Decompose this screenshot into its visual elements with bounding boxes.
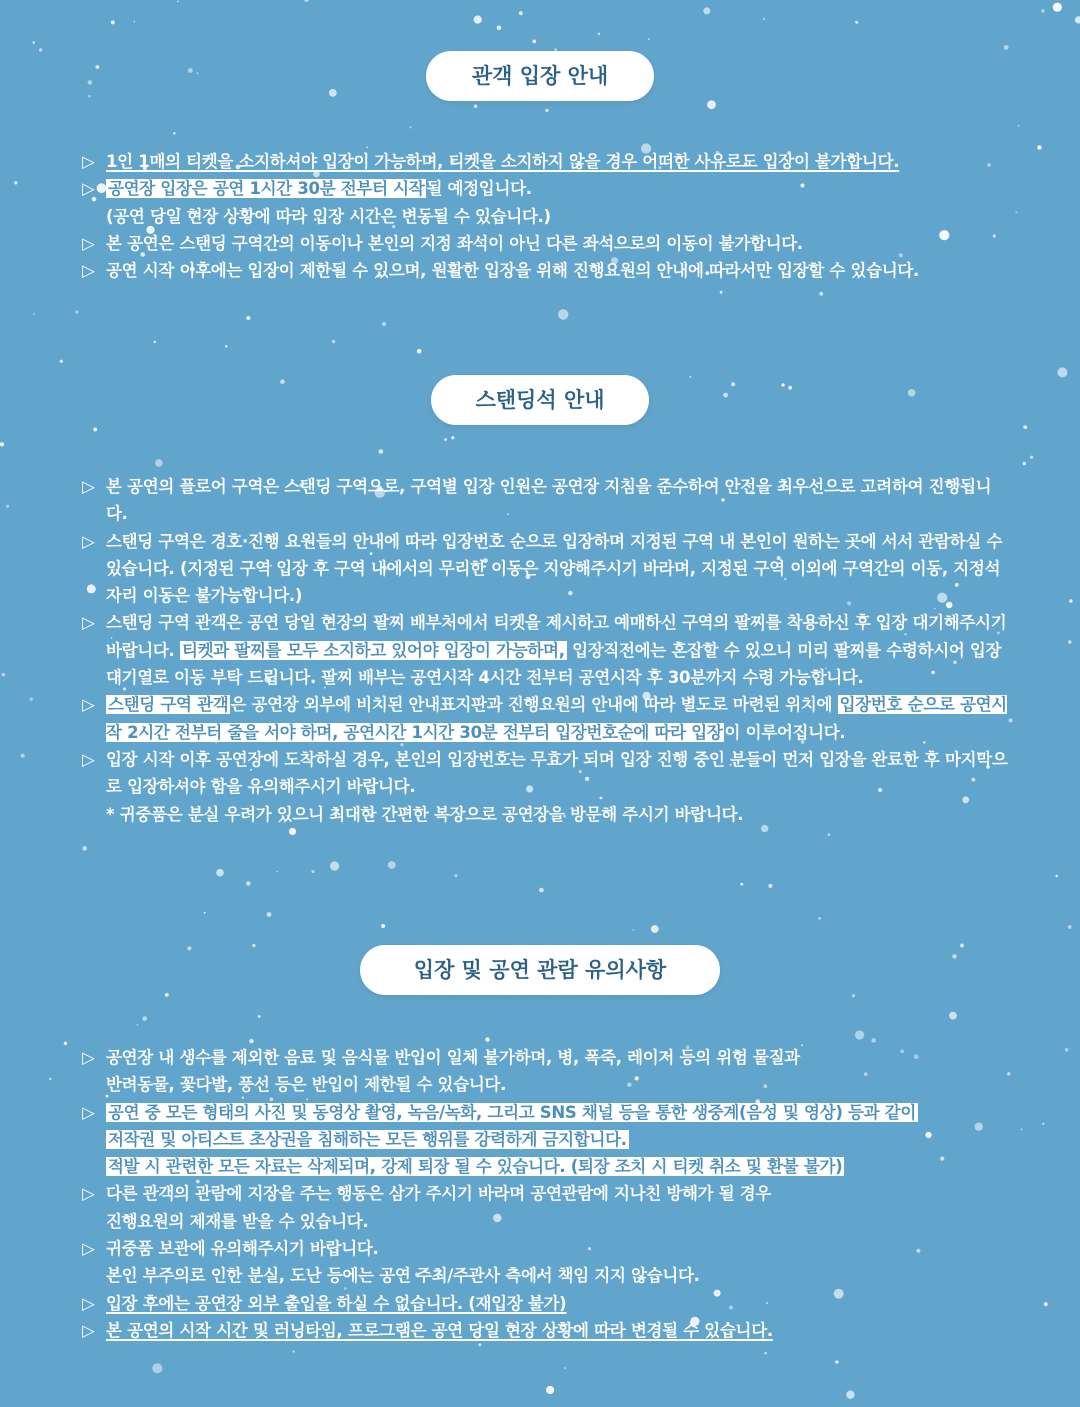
triangle-bullet-icon: ▷ <box>82 1239 95 1259</box>
snowflake <box>64 1042 67 1045</box>
snowflake <box>949 1012 957 1020</box>
snowflake <box>539 888 544 893</box>
snowflake <box>768 884 772 888</box>
snowflake <box>267 912 272 917</box>
snowflake <box>82 846 87 851</box>
snowflake <box>1018 125 1020 127</box>
triangle-bullet-icon: ▷ <box>82 1184 95 1204</box>
snowflake <box>289 828 296 835</box>
snowflake <box>852 994 855 997</box>
snowflake <box>14 181 17 184</box>
triangle-bullet-icon: ▷ <box>82 1048 95 1067</box>
triangle-bullet-icon: ▷ <box>82 695 95 715</box>
snowflake <box>871 1038 876 1043</box>
snowflake <box>21 754 25 758</box>
section-title-entry-guide: 관객 입장 안내 <box>426 51 654 101</box>
snowflake <box>474 105 477 108</box>
notice-text: 공연 시작 이후에는 입장이 제한될 수 있으며, 원활한 입장을 위해 진행요원의 안내에 따라서만 입장할 수 있습니다. <box>106 261 919 281</box>
snowflake <box>960 944 964 948</box>
snowflake <box>952 954 957 959</box>
snowflake <box>1044 1302 1048 1306</box>
notice-text: 입장 시작 이후 공연장에 도착하실 경우, 본인의 입장번호는 무효가 되며 입장 진행 중인 분들이 먼저 입장을 완료한 후 마지막으로 입장하셔야 함을 유의해주시기 바랍니다. <box>106 749 1008 797</box>
snowflake <box>152 1363 162 1373</box>
notice-text: (공연 당일 현장 상황에 따라 입장 시간은 변동될 수 있습니다.) <box>106 206 551 226</box>
snowflake <box>1068 925 1072 929</box>
notice-item <box>82 175 1012 230</box>
notice-item <box>82 1317 1012 1344</box>
snowflake <box>249 1039 254 1044</box>
notice-item <box>82 691 1012 746</box>
notice-item <box>82 1235 1012 1290</box>
notice-item <box>82 148 1012 175</box>
snowflake <box>204 912 206 914</box>
notice-item <box>82 609 1012 691</box>
snowflake <box>225 345 228 348</box>
snowflake <box>33 313 35 315</box>
snowflake <box>93 428 97 432</box>
snowflake <box>246 881 251 886</box>
notice-text: 스탠딩 구역은 경호·진행 요원들의 안내에 따라 입장번호 순으로 입장하며 지정된 구역 내 본인이 원하는 곳에 서서 관람하실 수 있습니다. (지정된 구역 입장 후 구역 내에서의 무리한 이동은 지양해주시기 바라며, 지정된 구역 이외에 구역간의 이동, 지정석 자리 이동은 불가능합니다.) <box>106 531 1003 606</box>
snowflake <box>788 386 792 390</box>
highlighted-text: 공연 중 모든 형태의 사진 및 동영상 촬영, 녹음/녹화, 그리고 SNS 채널 등을 통한 생중계(음성 및 영상) 등과 같이 <box>108 1102 917 1122</box>
snowflake <box>165 993 169 997</box>
notice-item <box>82 1044 1012 1099</box>
snowflake <box>1065 1048 1069 1052</box>
snowflake <box>39 48 42 51</box>
snowflake <box>142 1016 147 1021</box>
snowflake <box>134 21 136 23</box>
snowflake <box>782 383 785 386</box>
triangle-bullet-icon: ▷ <box>82 531 95 551</box>
snowflake <box>1075 16 1080 23</box>
triangle-bullet-icon: ▷ <box>82 1102 95 1122</box>
snowflake <box>558 309 568 319</box>
snowflake <box>311 870 314 873</box>
underlined-text: 1인 1매의 티켓을 소지하셔야 입장이 가능하며, 티켓을 소지하지 않을 경우 어떠한 사유로도 입장이 불가합니다. <box>106 152 900 171</box>
snowflake <box>155 459 163 467</box>
notice-text: 본 공연은 스탠딩 구역간의 이동이나 본인의 지정 좌석이 아닌 다른 좌석으로의 이동이 불가합니다. <box>106 233 803 253</box>
snowflake <box>451 436 454 439</box>
precautions-list <box>82 1044 1012 1344</box>
snowflake <box>485 1037 490 1042</box>
notice-text: 본 공연의 플로어 구역은 스탠딩 구역으로, 구역별 입장 인원은 공연장 지침을 준수하여 안전을 최우선으로 고려하여 진행됩니다. <box>106 477 992 524</box>
highlighted-text: 공연장 입장은 공연 1시간 30분 전부터 시작 <box>108 179 425 199</box>
highlighted-text: 입장번호 순으로 공연시작 2시간 전부터 줄을 서야 하며, 공연시간 1시간 30분 전부터 입장번호순에 따라 입장 <box>106 695 1007 742</box>
snowflake <box>1021 1128 1023 1130</box>
snowflake <box>33 41 35 43</box>
snowflake <box>598 33 601 36</box>
snowflake <box>707 100 716 109</box>
snowflake <box>187 946 191 950</box>
notice-item <box>82 528 1012 610</box>
snowflake <box>723 393 728 398</box>
snowflake <box>388 861 396 869</box>
triangle-bullet-icon: ▷ <box>82 233 95 253</box>
notice-item <box>82 1180 1012 1235</box>
triangle-bullet-icon: ▷ <box>82 749 95 769</box>
snowflake <box>689 376 691 378</box>
snowflake <box>1023 425 1027 429</box>
snowflake <box>1037 145 1041 149</box>
snowflake <box>1004 45 1009 50</box>
snowflake <box>731 382 735 386</box>
snowflake <box>329 89 337 97</box>
snowflake <box>454 874 457 877</box>
snowflake <box>703 7 710 14</box>
snowflake <box>763 18 765 20</box>
notice-text: * 귀중품은 분실 우려가 있으니 최대한 간편한 복장으로 공연장을 방문해 주시기 바랍니다. <box>106 804 744 824</box>
notice-text: 귀중품 보관에 유의해주시기 바랍니다. <box>106 1239 379 1259</box>
snowflake <box>188 68 193 73</box>
snowflake <box>497 26 502 31</box>
notice-item <box>82 257 1012 284</box>
snowflake <box>381 924 385 928</box>
snowflake <box>908 389 916 397</box>
snowflake <box>1057 367 1067 377</box>
notice-text: 진행요원의 제재를 받을 수 있습니다. <box>106 1211 369 1231</box>
snowflake <box>648 38 650 40</box>
snowflake <box>88 80 93 85</box>
snowflake <box>173 132 176 135</box>
snowflake <box>2 673 5 676</box>
snowflake <box>855 21 858 24</box>
snowflake <box>111 20 115 24</box>
triangle-bullet-icon: ▷ <box>82 1320 95 1340</box>
snowflake <box>818 917 820 919</box>
snowflake <box>846 1391 854 1399</box>
snowflake <box>75 311 78 314</box>
section-title-standing-guide: 스탠딩석 안내 <box>431 375 649 425</box>
snowflake <box>835 1360 838 1363</box>
standing-guide-list <box>82 473 1012 828</box>
snowflake <box>1042 1123 1044 1125</box>
triangle-bullet-icon: ▷ <box>82 261 95 281</box>
snowflake <box>519 11 523 15</box>
snowflake <box>1056 875 1058 877</box>
snowflake <box>633 929 635 931</box>
snowflake <box>96 65 100 69</box>
notice-text: 이 이루어집니다. <box>724 722 846 742</box>
snowflake <box>545 109 548 112</box>
section-title-precautions: 입장 및 공연 관람 유의사항 <box>360 945 720 995</box>
snowflake <box>546 1386 554 1394</box>
notice-item <box>82 473 1012 528</box>
notice-text: 될 예정입니다. <box>426 179 532 199</box>
snowflake <box>137 1024 139 1026</box>
snowflake <box>1041 9 1044 12</box>
notice-text: 반려동물, 꽃다발, 풍선 등은 반입이 제한될 수 있습니다. <box>106 1075 507 1095</box>
snowflake <box>258 1015 261 1018</box>
snowflake <box>564 1367 566 1369</box>
snowflake <box>1030 456 1033 459</box>
highlighted-text: 적발 시 관련한 모든 자료는 삭제되며, 강제 퇴장 될 수 있습니다. (퇴장 조치 시 티켓 취소 및 환불 불가) <box>108 1157 843 1177</box>
snowflake <box>216 869 224 877</box>
snowflake <box>332 340 335 343</box>
notice-item <box>82 230 1012 257</box>
snowflake <box>855 1030 864 1039</box>
snowflake <box>49 1078 51 1080</box>
underlined-text: 입장 후에는 공연장 외부 출입을 하실 수 없습니다. (재입장 불가) <box>106 1293 567 1313</box>
snowflake <box>246 316 250 320</box>
snowflake <box>305 0 309 2</box>
snowflake <box>382 322 386 326</box>
snowflake <box>720 291 723 294</box>
snowflake <box>280 379 285 384</box>
snowflake <box>154 341 156 343</box>
snowflake <box>379 449 384 454</box>
snowflake <box>330 861 339 870</box>
notice-text: 본인 부주의로 인한 분실, 도난 등에는 공연 주최/주관사 측에서 책임 지지 않습니다. <box>106 1266 700 1286</box>
snowflake <box>60 360 63 363</box>
notice-item <box>82 1099 1012 1181</box>
snowflake <box>764 1352 767 1355</box>
snowflake <box>828 834 830 836</box>
triangle-bullet-icon: ▷ <box>82 152 95 171</box>
notice-text: 입장직전에는 혼잡할 수 있으니 미리 팔찌를 수령하시어 입장 대기열로 이동 부탁 드립니다. 팔찌 배부는 공연시작 4시간 전부터 공연시작 후 30분까지 수령 가능합니다. <box>106 640 1002 688</box>
snowflake <box>276 871 278 873</box>
triangle-bullet-icon: ▷ <box>82 179 95 199</box>
highlighted-text: 스탠딩 구역 관객 <box>108 695 229 715</box>
notice-text: 스탠딩 구역 관객은 공연 당일 현장의 팔찌 배부처에서 티켓을 제시하고 예매하신 구역의 팔찌를 착용하신 후 입장 대기해주시기 바랍니다. <box>106 613 1007 660</box>
snowflake <box>0 442 4 446</box>
underlined-text: 본 공연의 시작 시간 및 러닝타임, 프로그램은 공연 당일 현장 상황에 따라 변경될 수 있습니다. <box>106 1320 773 1340</box>
snowflake <box>88 95 91 98</box>
snowflake <box>1069 599 1072 602</box>
snowflake <box>740 883 743 886</box>
snowflake <box>651 925 659 933</box>
triangle-bullet-icon: ▷ <box>82 613 95 633</box>
highlighted-text: 티켓과 팔찌를 모두 소지하고 있어야 입장이 가능하며, <box>181 640 565 660</box>
highlighted-text: 저작권 및 아티스트 초상권을 침해하는 모든 행위를 강력하게 금지합니다. <box>108 1129 627 1149</box>
snowflake <box>30 698 33 701</box>
snowflake <box>252 944 255 947</box>
snowflake <box>1053 3 1062 12</box>
snowflake <box>293 1350 295 1352</box>
snowflake <box>1023 462 1026 465</box>
snowflake <box>177 0 179 2</box>
snowflake <box>1068 640 1071 643</box>
snowflake <box>6 505 9 508</box>
notice-item <box>82 746 1012 828</box>
notice-text: 다른 관객의 관람에 지장을 주는 행동은 삼가 주시기 바라며 공연관람에 지나친 방해가 될 경우 <box>106 1184 772 1204</box>
snowflake <box>474 16 482 24</box>
snowflake <box>819 292 823 296</box>
notice-text: 은 공연장 외부에 비치된 안내표지판과 진행요원의 안내에 따라 별도로 마련된 위치에 <box>230 695 838 715</box>
triangle-bullet-icon: ▷ <box>82 1293 95 1313</box>
entry-guide-list <box>82 148 1012 284</box>
notice-text: 공연장 내 생수를 제외한 음료 및 음식물 반입이 일체 불가하며, 병, 폭죽, 레이저 등의 위험 물질과 <box>106 1048 800 1067</box>
snowflake <box>1015 211 1017 213</box>
snowflake <box>444 438 447 441</box>
snowflake <box>417 349 422 354</box>
triangle-bullet-icon: ▷ <box>82 477 95 496</box>
snowflake <box>409 126 411 128</box>
snowflake <box>196 72 198 74</box>
snowflake <box>532 40 536 44</box>
notice-item <box>82 1290 1012 1317</box>
